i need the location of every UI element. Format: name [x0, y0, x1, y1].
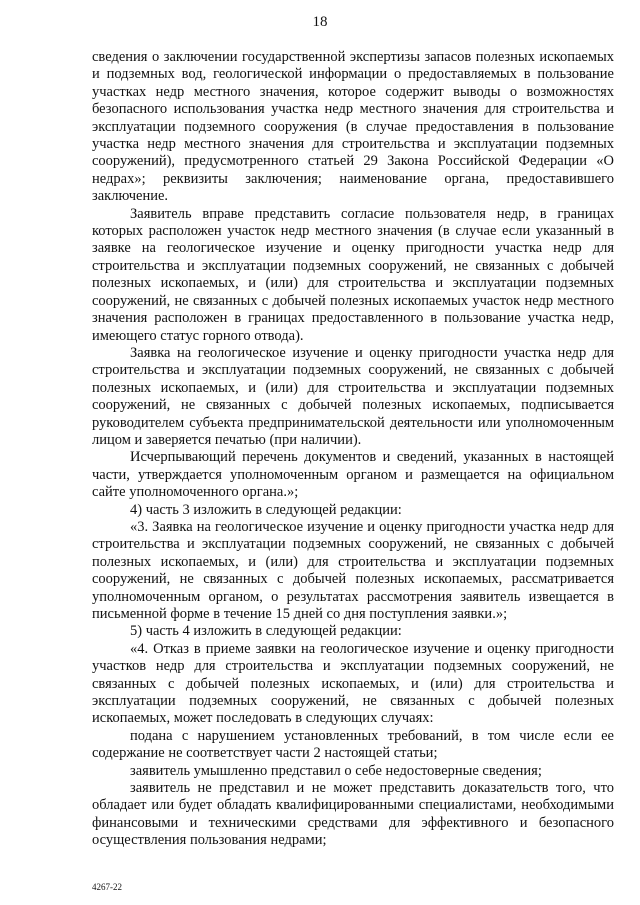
- paragraph: Исчерпывающий перечень документов и сведений, указанных в настоящей части, утверждается уполномоченным органом и размещается на официальном сайте уполномоченного органа.»;: [92, 449, 614, 501]
- paragraph: заявитель умышленно представил о себе недостоверные сведения;: [130, 762, 542, 779]
- paragraph: 4) часть 3 изложить в следующей редакции:: [130, 501, 402, 518]
- paragraph: Заявитель вправе представить согласие пользователя недр, в границах которых расположен участок недр местного значения (в случае если указанный в заявке на геологическое изучение и оценку пригодности участка недр для строительства и эксплуатации подземных сооружений, не связанных с добычей полезных ископаемых, и (или) для строительства и эксплуатации подземных сооружений, не связанных с добычей полезных ископаемых участок недр местного значения расположен в границах предоставленного в пользование участка недр, имеющего статус горного отвода).: [92, 205, 614, 344]
- footer-code: 4267-22: [92, 882, 122, 892]
- paragraph: «3. Заявка на геологическое изучение и оценку пригодности участка недр для строительства и эксплуатации подземных сооружений, не связанных с добычей полезных ископаемых, и (или) для строительства и эксплуатации подземных сооружений, не связанных с добычей полезных ископаемых, рассматривается уполномоченным органом, о результатах рассмотрения заявитель извещается в письменной форме в течение 15 дней со дня поступления заявки.»;: [92, 518, 614, 622]
- paragraph: подана с нарушением установленных требований, в том числе если ее содержание не соответствует части 2 настоящей статьи;: [92, 727, 614, 762]
- body-text: [92, 49, 614, 850]
- paragraph: 5) часть 4 изложить в следующей редакции:: [130, 623, 402, 640]
- page-number: 18: [312, 14, 328, 30]
- paragraph: «4. Отказ в приеме заявки на геологическое изучение и оценку пригодности участков недр для строительства и эксплуатации подземных сооружений, не связанных с добычей полезных ископаемых, и (или) для строительства и эксплуатации подземных сооружений, не связанных с добычей полезных ископаемых, может последовать в следующих случаях:: [92, 640, 614, 727]
- paragraph: Заявка на геологическое изучение и оценку пригодности участка недр для строительства и эксплуатации подземных сооружений, не связанных с добычей полезных ископаемых, и (или) для строительства и эксплуатации подземных сооружений, не связанных с добычей полезных ископаемых, подписывается руководителем субъекта предпринимательской деятельности или уполномоченным лицом и заверяется печатью (при наличии).: [92, 344, 614, 448]
- paragraph: сведения о заключении государственной экспертизы запасов полезных ископаемых и подземных вод, геологической информации о предоставляемых в пользование участках недр местного значения, которое содержит выводы о возможностях безопасного использования участка недр местного значения для строительства и эксплуатации подземного сооружения (в случае предоставления в пользование участка недр местного значения для строительства и эксплуатации подземных сооружений), предусмотренного статьей 29 Закона Российской Федерации «О недрах»; реквизиты заключения; наименование органа, предоставившего заключение.: [92, 49, 614, 205]
- paragraph: заявитель не представил и не может представить доказательств того, что обладает или будет обладать квалифицированными специалистами, необходимыми финансовыми и техническими средствами для эффективного и безопасного осуществления пользования недрами;: [92, 780, 614, 849]
